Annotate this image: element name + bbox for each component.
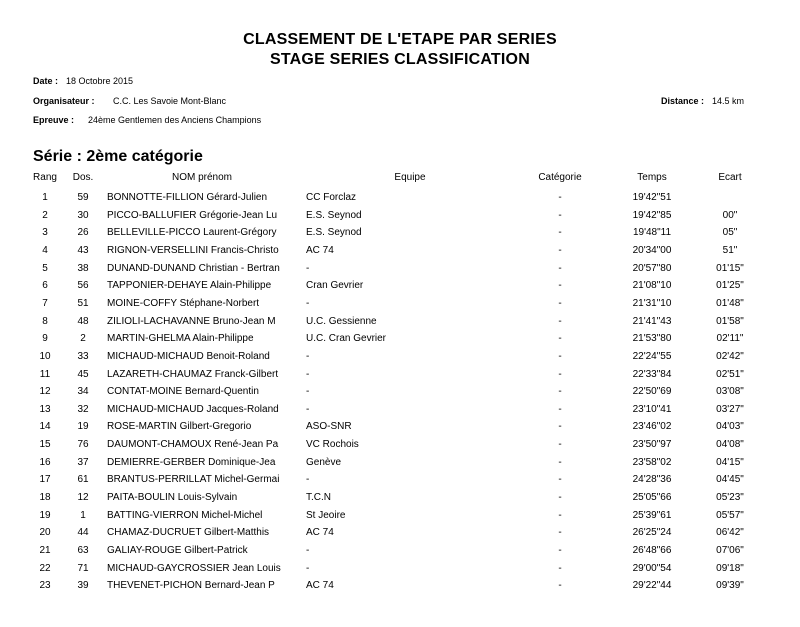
cell-rang: 1 bbox=[42, 192, 48, 203]
cell-categorie: - bbox=[558, 315, 562, 327]
cell-nom: BONNOTTE-FILLION Gérard-Julien bbox=[107, 192, 268, 203]
cell-equipe: E.S. Seynod bbox=[306, 209, 362, 221]
table-row bbox=[0, 384, 800, 400]
cell-ecart: 04'45" bbox=[716, 474, 744, 486]
cell-categorie: - bbox=[558, 333, 562, 345]
cell-temps: 21'41"43 bbox=[632, 315, 672, 327]
cell-nom: THEVENET-PICHON Bernard-Jean P bbox=[107, 580, 275, 592]
cell-dos: 30 bbox=[77, 209, 89, 221]
table-row bbox=[0, 190, 800, 206]
cell-equipe: - bbox=[306, 350, 310, 362]
cell-rang: 8 bbox=[42, 315, 48, 327]
cell-dos: 12 bbox=[77, 492, 89, 504]
cell-ecart: 51" bbox=[722, 244, 738, 256]
organizer-label: Organisateur : bbox=[33, 96, 95, 106]
cell-equipe: AC 74 bbox=[306, 580, 334, 592]
distance-label: Distance : bbox=[660, 96, 704, 106]
cell-temps: 23'58"02 bbox=[632, 456, 672, 468]
table-row bbox=[0, 508, 800, 524]
cell-ecart: 04'03" bbox=[716, 421, 744, 433]
date-label: Date : bbox=[33, 76, 59, 86]
cell-nom: ZILIOLI-LACHAVANNE Bruno-Jean M bbox=[107, 315, 276, 327]
cell-ecart: 03'08" bbox=[716, 386, 744, 398]
cell-temps: 25'39"61 bbox=[632, 509, 672, 521]
table-row bbox=[0, 314, 800, 330]
table-row bbox=[0, 278, 800, 294]
cell-equipe: - bbox=[306, 474, 310, 486]
cell-temps: 23'46"02 bbox=[632, 421, 672, 433]
cell-nom: DEMIERRE-GERBER Dominique-Jea bbox=[107, 456, 276, 468]
cell-equipe: - bbox=[306, 562, 310, 574]
table-row bbox=[0, 578, 800, 594]
cell-temps: 22'33"84 bbox=[632, 368, 672, 380]
cell-categorie: - bbox=[558, 474, 562, 486]
cell-temps: 26'25"24 bbox=[632, 527, 672, 539]
cell-equipe: CC Forclaz bbox=[306, 192, 357, 203]
cell-nom: PAITA-BOULIN Louis-Sylvain bbox=[107, 492, 238, 504]
cell-ecart: 01'25" bbox=[716, 280, 744, 292]
cell-nom: MARTIN-GHELMA Alain-Philippe bbox=[107, 333, 254, 345]
cell-ecart: 05'57" bbox=[716, 509, 744, 521]
organizer-row bbox=[33, 95, 227, 107]
cell-temps: 20'57"80 bbox=[632, 262, 672, 274]
cell-rang: 7 bbox=[42, 297, 48, 309]
cell-categorie: - bbox=[558, 545, 562, 556]
cell-rang: 9 bbox=[42, 333, 48, 345]
cell-rang: 17 bbox=[39, 474, 51, 486]
header-equipe: Equipe bbox=[394, 172, 426, 183]
cell-nom: CONTAT-MOINE Bernard-Quentin bbox=[107, 386, 259, 398]
cell-dos: 48 bbox=[77, 315, 89, 327]
cell-rang: 19 bbox=[39, 509, 51, 521]
cell-equipe: - bbox=[306, 262, 310, 274]
cell-categorie: - bbox=[558, 209, 562, 221]
cell-equipe: AC 74 bbox=[306, 527, 334, 539]
table-row bbox=[0, 455, 800, 471]
organizer-value: C.C. Les Savoie Mont-Blanc bbox=[113, 96, 227, 106]
cell-equipe: - bbox=[306, 545, 310, 556]
cell-dos: 39 bbox=[77, 580, 89, 592]
cell-equipe: E.S. Seynod bbox=[306, 227, 362, 239]
cell-equipe: AC 74 bbox=[306, 244, 334, 256]
cell-categorie: - bbox=[558, 227, 562, 239]
cell-dos: 1 bbox=[80, 509, 86, 521]
cell-nom: MICHAUD-GAYCROSSIER Jean Louis bbox=[107, 562, 281, 574]
header-dos: Dos. bbox=[72, 172, 94, 183]
cell-temps: 21'31"10 bbox=[632, 297, 672, 309]
cell-dos: 38 bbox=[77, 262, 89, 274]
distance-row bbox=[661, 95, 744, 107]
cell-rang: 22 bbox=[39, 562, 51, 574]
cell-categorie: - bbox=[558, 262, 562, 274]
cell-categorie: - bbox=[558, 509, 562, 521]
cell-equipe: VC Rochois bbox=[306, 439, 359, 451]
table-row bbox=[0, 402, 800, 418]
header-ecart: Ecart bbox=[718, 172, 742, 183]
date-row bbox=[33, 75, 133, 87]
page-title: CLASSEMENT DE L'ETAPE PAR SERIES bbox=[243, 31, 557, 48]
cell-rang: 11 bbox=[39, 368, 51, 380]
cell-nom: RIGNON-VERSELLINI Francis-Christo bbox=[107, 244, 279, 256]
cell-categorie: - bbox=[558, 527, 562, 539]
cell-ecart: 02'42" bbox=[716, 350, 744, 362]
cell-nom: DUNAND-DUNAND Christian - Bertran bbox=[107, 262, 280, 274]
cell-ecart: 01'48" bbox=[716, 297, 744, 309]
cell-categorie: - bbox=[558, 456, 562, 468]
cell-ecart: 00" bbox=[722, 209, 738, 221]
cell-rang: 6 bbox=[42, 280, 48, 292]
header-categorie: Catégorie bbox=[538, 172, 582, 183]
cell-rang: 4 bbox=[42, 244, 48, 256]
series-title: Série : 2ème catégorie bbox=[33, 148, 203, 165]
cell-temps: 29'00"54 bbox=[632, 562, 672, 574]
table-row bbox=[0, 331, 800, 347]
cell-dos: 32 bbox=[77, 403, 89, 415]
cell-temps: 21'08"10 bbox=[632, 280, 672, 292]
table-row bbox=[0, 437, 800, 453]
page-subtitle: STAGE SERIES CLASSIFICATION bbox=[270, 51, 530, 68]
cell-categorie: - bbox=[558, 297, 562, 309]
cell-ecart: 02'11" bbox=[716, 333, 744, 345]
cell-rang: 16 bbox=[39, 456, 51, 468]
table-row bbox=[0, 208, 800, 224]
cell-nom: TAPPONIER-DEHAYE Alain-Philippe bbox=[107, 280, 272, 292]
cell-ecart: 01'15" bbox=[716, 262, 744, 274]
cell-categorie: - bbox=[558, 280, 562, 292]
cell-ecart: 06'42" bbox=[716, 527, 744, 539]
cell-dos: 51 bbox=[77, 297, 89, 309]
table-row bbox=[0, 225, 800, 241]
cell-equipe: Genève bbox=[306, 456, 342, 468]
cell-temps: 25'05"66 bbox=[632, 492, 672, 504]
cell-equipe: - bbox=[306, 368, 310, 380]
cell-categorie: - bbox=[558, 192, 562, 203]
cell-rang: 14 bbox=[39, 421, 51, 433]
header-rang: Rang bbox=[33, 172, 57, 183]
cell-equipe: T.C.N bbox=[306, 492, 331, 504]
table-row bbox=[0, 419, 800, 435]
cell-temps: 19'42"85 bbox=[632, 209, 672, 221]
cell-categorie: - bbox=[558, 244, 562, 256]
cell-equipe: ASO-SNR bbox=[306, 421, 352, 433]
cell-dos: 63 bbox=[77, 545, 89, 556]
cell-nom: BATTING-VIERRON Michel-Michel bbox=[107, 509, 263, 521]
event-value: 24ème Gentlemen des Anciens Champions bbox=[88, 115, 262, 125]
cell-categorie: - bbox=[558, 403, 562, 415]
cell-nom: GALIAY-ROUGE Gilbert-Patrick bbox=[107, 545, 248, 556]
cell-dos: 2 bbox=[80, 333, 86, 345]
cell-rang: 10 bbox=[39, 350, 51, 362]
cell-rang: 20 bbox=[39, 527, 51, 539]
table-row bbox=[0, 243, 800, 259]
cell-categorie: - bbox=[558, 439, 562, 451]
cell-temps: 24'28"36 bbox=[632, 474, 672, 486]
cell-ecart: 04'15" bbox=[716, 456, 744, 468]
table-row bbox=[0, 490, 800, 506]
table-row bbox=[0, 543, 800, 559]
cell-ecart: 01'58" bbox=[716, 315, 744, 327]
cell-ecart: 03'27" bbox=[716, 403, 744, 415]
cell-nom: MICHAUD-MICHAUD Jacques-Roland bbox=[107, 403, 279, 415]
cell-equipe: - bbox=[306, 386, 310, 398]
cell-temps: 21'53"80 bbox=[632, 333, 672, 345]
distance-value: 14.5 km bbox=[711, 96, 744, 106]
cell-rang: 21 bbox=[39, 545, 51, 556]
cell-rang: 5 bbox=[42, 262, 48, 274]
cell-categorie: - bbox=[558, 421, 562, 433]
cell-nom: BELLEVILLE-PICCO Laurent-Grégory bbox=[107, 227, 277, 239]
event-label: Epreuve : bbox=[33, 115, 75, 125]
cell-ecart: 02'51" bbox=[716, 368, 744, 380]
cell-dos: 33 bbox=[77, 350, 89, 362]
cell-dos: 37 bbox=[77, 456, 89, 468]
table-row bbox=[0, 472, 800, 488]
cell-equipe: St Jeoire bbox=[306, 509, 346, 521]
cell-ecart: 07'06" bbox=[716, 545, 744, 556]
cell-rang: 15 bbox=[39, 439, 51, 451]
cell-temps: 20'34"00 bbox=[632, 244, 672, 256]
table-header bbox=[0, 170, 800, 186]
cell-nom: MICHAUD-MICHAUD Benoit-Roland bbox=[107, 350, 270, 362]
cell-equipe: - bbox=[306, 403, 310, 415]
cell-temps: 23'10"41 bbox=[632, 403, 672, 415]
cell-equipe: U.C. Gessienne bbox=[306, 315, 377, 327]
cell-dos: 43 bbox=[77, 244, 89, 256]
cell-equipe: - bbox=[306, 297, 310, 309]
cell-nom: BRANTUS-PERRILLAT Michel-Germai bbox=[107, 474, 280, 486]
cell-rang: 12 bbox=[39, 386, 51, 398]
cell-nom: PICCO-BALLUFIER Grégorie-Jean Lu bbox=[107, 209, 278, 221]
cell-categorie: - bbox=[558, 580, 562, 592]
cell-dos: 34 bbox=[77, 386, 89, 398]
table-row bbox=[0, 367, 800, 383]
cell-temps: 26'48"66 bbox=[632, 545, 672, 556]
table-row bbox=[0, 525, 800, 541]
cell-categorie: - bbox=[558, 562, 562, 574]
cell-dos: 71 bbox=[77, 562, 89, 574]
table-row bbox=[0, 561, 800, 577]
cell-temps: 22'24"55 bbox=[632, 350, 672, 362]
table-row bbox=[0, 296, 800, 312]
cell-rang: 23 bbox=[39, 580, 51, 592]
cell-categorie: - bbox=[558, 386, 562, 398]
header-temps: Temps bbox=[637, 172, 667, 183]
cell-ecart: 09'39" bbox=[716, 580, 744, 592]
cell-categorie: - bbox=[558, 492, 562, 504]
cell-temps: 22'50"69 bbox=[632, 386, 672, 398]
date-value: 18 Octobre 2015 bbox=[66, 76, 134, 86]
table-row bbox=[0, 349, 800, 365]
cell-ecart: 04'08" bbox=[716, 439, 744, 451]
cell-ecart: 05" bbox=[722, 227, 738, 239]
table-row bbox=[0, 261, 800, 277]
cell-nom: CHAMAZ-DUCRUET Gilbert-Matthis bbox=[107, 527, 270, 539]
cell-nom: ROSE-MARTIN Gilbert-Gregorio bbox=[107, 421, 252, 433]
cell-dos: 56 bbox=[77, 280, 89, 292]
cell-equipe: Cran Gevrier bbox=[306, 280, 364, 292]
cell-dos: 44 bbox=[77, 527, 89, 539]
event-row bbox=[33, 114, 261, 126]
cell-temps: 19'42"51 bbox=[632, 192, 672, 203]
cell-dos: 26 bbox=[77, 227, 89, 239]
cell-categorie: - bbox=[558, 350, 562, 362]
cell-temps: 19'48"11 bbox=[632, 227, 672, 239]
cell-rang: 18 bbox=[39, 492, 51, 504]
header-nom: NOM prénom bbox=[171, 172, 232, 183]
cell-dos: 76 bbox=[77, 439, 89, 451]
cell-ecart: 05'23" bbox=[716, 492, 744, 504]
cell-nom: MOINE-COFFY Stéphane-Norbert bbox=[107, 297, 260, 309]
cell-dos: 19 bbox=[77, 421, 89, 433]
cell-dos: 45 bbox=[77, 368, 89, 380]
cell-dos: 59 bbox=[77, 192, 89, 203]
cell-ecart: 09'18" bbox=[716, 562, 744, 574]
cell-nom: DAUMONT-CHAMOUX René-Jean Pa bbox=[107, 439, 279, 451]
cell-nom: LAZARETH-CHAUMAZ Franck-Gilbert bbox=[107, 368, 279, 380]
cell-dos: 61 bbox=[77, 474, 89, 486]
cell-equipe: U.C. Cran Gevrier bbox=[306, 333, 387, 345]
cell-categorie: - bbox=[558, 368, 562, 380]
cell-rang: 2 bbox=[42, 209, 48, 221]
cell-rang: 13 bbox=[39, 403, 51, 415]
cell-temps: 29'22"44 bbox=[632, 580, 672, 592]
cell-temps: 23'50"97 bbox=[632, 439, 672, 451]
cell-rang: 3 bbox=[42, 227, 48, 239]
